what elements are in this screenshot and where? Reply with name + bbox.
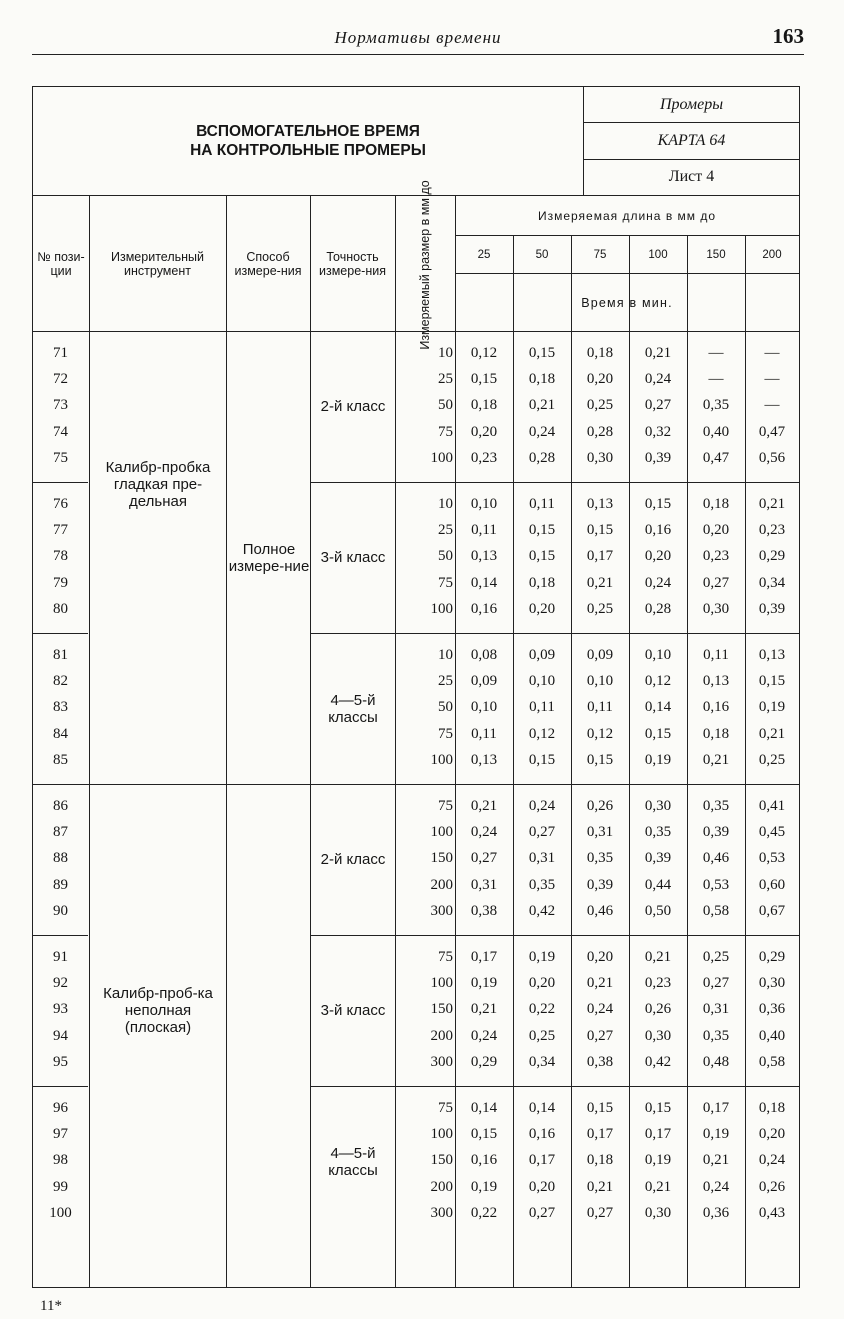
time-value: 0,29 — [758, 548, 786, 565]
time-value: 0,56 — [758, 449, 786, 466]
measured-size: 10 — [438, 345, 453, 361]
measured-size: 75 — [438, 1100, 453, 1116]
time-value: 0,27 — [586, 1027, 614, 1044]
column-header-size-text: Измеряемый размер в мм до — [418, 180, 432, 350]
time-value: 0,16 — [470, 600, 498, 617]
time-value: 0,14 — [644, 699, 672, 716]
time-value: 0,10 — [470, 496, 498, 512]
time-value: 0,21 — [528, 397, 556, 414]
measured-size: 100 — [430, 975, 453, 992]
measured-size: 75 — [438, 949, 453, 965]
time-value: 0,27 — [702, 574, 730, 591]
card-sheet: Лист 4 — [668, 168, 715, 185]
time-value: 0,11 — [471, 725, 497, 742]
time-value: 0,16 — [702, 699, 730, 716]
position-number: 90 — [53, 902, 68, 919]
card-number: КАРТА 64 — [584, 122, 799, 160]
time-value: 0,58 — [758, 1053, 786, 1070]
measured-size: 150 — [430, 1152, 453, 1169]
time-value: 0,15 — [644, 725, 672, 742]
time-value: 0,20 — [586, 949, 614, 965]
time-value: 0,36 — [702, 1204, 730, 1221]
length-header-cell: 150 — [706, 248, 726, 261]
time-value: 0,25 — [586, 600, 614, 617]
time-value: 0,20 — [586, 371, 614, 388]
time-value: 0,19 — [470, 975, 498, 992]
time-value: 0,41 — [758, 798, 786, 814]
time-value: — — [764, 371, 780, 388]
time-value: 0,29 — [758, 949, 786, 965]
position-number: 80 — [53, 600, 68, 617]
group-separator — [33, 482, 88, 483]
length-header-cell: 100 — [648, 248, 668, 261]
time-value: 0,42 — [528, 902, 556, 919]
time-value: 0,18 — [586, 1152, 614, 1169]
measured-size: 100 — [430, 600, 453, 617]
measured-size: 50 — [438, 699, 453, 716]
time-value: 0,27 — [702, 975, 730, 992]
position-number: 99 — [53, 1178, 68, 1195]
time-value: 0,16 — [470, 1152, 498, 1169]
time-value: 0,28 — [528, 449, 556, 466]
time-value: 0,24 — [470, 1027, 498, 1044]
time-value: 0,18 — [702, 496, 730, 512]
position-number: 72 — [53, 371, 68, 388]
time-value: 0,13 — [758, 647, 786, 663]
time-value: 0,24 — [586, 1001, 614, 1018]
measured-size: 200 — [430, 876, 453, 893]
time-value: 0,23 — [758, 522, 786, 539]
time-value: 0,36 — [758, 1001, 786, 1018]
time-value: 0,27 — [528, 824, 556, 841]
time-value: — — [764, 345, 780, 361]
time-value: 0,35 — [586, 850, 614, 867]
measured-size: 300 — [430, 1204, 453, 1221]
time-value: 0,30 — [586, 449, 614, 466]
time-value: 0,18 — [470, 397, 498, 414]
page-number: 163 — [772, 24, 804, 48]
time-value: 0,21 — [644, 345, 672, 361]
measured-size: 75 — [438, 725, 453, 742]
position-number: 93 — [53, 1001, 68, 1018]
time-value: 0,26 — [758, 1178, 786, 1195]
column-header-method: Способ измере-ния — [234, 250, 302, 278]
time-unit-header: Время в мин. — [581, 296, 673, 310]
position-number: 85 — [53, 751, 68, 768]
time-value: 0,23 — [470, 449, 498, 466]
time-value: 0,09 — [586, 647, 614, 663]
time-value: 0,12 — [586, 725, 614, 742]
accuracy-class: 4—5-й классы — [328, 691, 378, 726]
time-value: 0,28 — [586, 423, 614, 440]
time-value: 0,24 — [644, 574, 672, 591]
time-value: 0,25 — [702, 949, 730, 965]
measured-size: 10 — [438, 647, 453, 663]
length-header-cell: 75 — [593, 248, 607, 261]
time-value: 0,31 — [586, 824, 614, 841]
time-value: 0,15 — [644, 496, 672, 512]
time-value: 0,27 — [528, 1204, 556, 1221]
time-value: 0,19 — [758, 699, 786, 716]
time-value: 0,39 — [644, 449, 672, 466]
accuracy-class: 2-й класс — [320, 851, 386, 868]
time-value: 0,31 — [470, 876, 498, 893]
time-value: 0,39 — [758, 600, 786, 617]
time-value: 0,21 — [586, 975, 614, 992]
time-value: 0,20 — [702, 522, 730, 539]
accuracy-class: 2-й класс — [320, 398, 386, 415]
time-value: 0,34 — [528, 1053, 556, 1070]
time-value: 0,21 — [586, 1178, 614, 1195]
position-number: 89 — [53, 876, 68, 893]
length-header-cell: 200 — [762, 248, 782, 261]
group-separator — [33, 633, 88, 634]
group-separator — [33, 935, 88, 936]
time-value: 0,11 — [703, 647, 729, 663]
time-value: 0,27 — [470, 850, 498, 867]
position-number: 91 — [53, 949, 68, 965]
time-value: 0,19 — [470, 1178, 498, 1195]
time-value: 0,39 — [644, 850, 672, 867]
time-value: 0,26 — [644, 1001, 672, 1018]
instrument-name: Калибр-проб-ка неполная (плоская) — [103, 985, 213, 1036]
time-value: 0,20 — [528, 600, 556, 617]
column-header-size — [395, 180, 455, 350]
time-value: 0,20 — [528, 975, 556, 992]
position-number: 86 — [53, 798, 68, 814]
time-value: 0,25 — [528, 1027, 556, 1044]
position-number: 83 — [53, 699, 68, 716]
time-value: 0,35 — [702, 397, 730, 414]
time-value: 0,48 — [702, 1053, 730, 1070]
time-value: 0,20 — [470, 423, 498, 440]
length-header-cell: 50 — [535, 248, 549, 261]
time-value: 0,11 — [471, 522, 497, 539]
time-value: 0,27 — [644, 397, 672, 414]
time-value: 0,35 — [702, 798, 730, 814]
time-value: 0,17 — [586, 548, 614, 565]
measured-size: 100 — [430, 751, 453, 768]
time-value: 0,21 — [758, 725, 786, 742]
time-value: 0,38 — [586, 1053, 614, 1070]
time-value: 0,16 — [528, 1126, 556, 1143]
time-value: 0,60 — [758, 876, 786, 893]
measured-size: 200 — [430, 1178, 453, 1195]
accuracy-class: 4—5-й классы — [328, 1144, 378, 1179]
instrument-name: Калибр-пробка гладкая пре-дельная — [105, 459, 211, 511]
measured-size: 75 — [438, 423, 453, 440]
time-value: 0,58 — [702, 902, 730, 919]
time-value: 0,21 — [702, 751, 730, 768]
position-number: 74 — [53, 423, 68, 440]
position-number: 97 — [53, 1126, 68, 1143]
time-value: 0,09 — [470, 673, 498, 690]
time-value: 0,15 — [528, 548, 556, 565]
time-value: 0,24 — [644, 371, 672, 388]
time-value: 0,16 — [644, 522, 672, 539]
time-value: 0,17 — [702, 1100, 730, 1116]
time-value: 0,24 — [528, 798, 556, 814]
time-value: 0,21 — [470, 798, 498, 814]
time-value: 0,20 — [528, 1178, 556, 1195]
time-value: — — [708, 345, 724, 361]
position-number: 76 — [53, 496, 68, 512]
time-value: 0,21 — [470, 1001, 498, 1018]
time-value: 0,32 — [644, 423, 672, 440]
position-number: 98 — [53, 1152, 68, 1169]
position-number: 96 — [53, 1100, 68, 1116]
measured-size: 25 — [438, 371, 453, 388]
time-value: 0,30 — [758, 975, 786, 992]
position-number: 78 — [53, 548, 68, 565]
time-value: 0,10 — [470, 699, 498, 716]
time-value: 0,11 — [587, 699, 613, 716]
time-value: 0,18 — [758, 1100, 786, 1116]
measured-size: 100 — [430, 449, 453, 466]
time-value: 0,17 — [470, 949, 498, 965]
position-number: 82 — [53, 673, 68, 690]
time-value: 0,25 — [758, 751, 786, 768]
time-value: 0,15 — [586, 522, 614, 539]
time-value: 0,27 — [586, 1204, 614, 1221]
time-value: 0,19 — [702, 1126, 730, 1143]
position-number: 94 — [53, 1027, 68, 1044]
time-value: 0,53 — [758, 850, 786, 867]
time-value: 0,46 — [586, 902, 614, 919]
position-number: 81 — [53, 647, 68, 663]
time-value: 0,38 — [470, 902, 498, 919]
time-value: 0,39 — [586, 876, 614, 893]
measurement-method: Полное измере-ние — [228, 540, 310, 575]
time-value: 0,22 — [528, 1001, 556, 1018]
time-value: 0,15 — [586, 1100, 614, 1116]
time-value: 0,43 — [758, 1204, 786, 1221]
measured-size: 10 — [438, 496, 453, 512]
position-number: 77 — [53, 522, 68, 539]
running-header — [32, 24, 804, 55]
time-value: 0,24 — [758, 1152, 786, 1169]
measured-size: 200 — [430, 1027, 453, 1044]
measured-size: 300 — [430, 1053, 453, 1070]
measured-size: 75 — [438, 574, 453, 591]
time-value: 0,11 — [529, 699, 555, 716]
measured-size: 150 — [430, 850, 453, 867]
time-value: 0,24 — [528, 423, 556, 440]
time-value: 0,40 — [758, 1027, 786, 1044]
time-value: 0,18 — [528, 371, 556, 388]
time-value: 0,17 — [644, 1126, 672, 1143]
accuracy-class: 3-й класс — [320, 549, 386, 566]
column-header-accuracy: Точность измере-ния — [319, 250, 386, 278]
card-title — [33, 87, 584, 195]
time-value: 0,15 — [470, 371, 498, 388]
time-value: 0,39 — [702, 824, 730, 841]
card-category: Промеры — [584, 87, 799, 123]
time-value: 0,15 — [528, 345, 556, 361]
time-value: 0,19 — [644, 751, 672, 768]
time-value: 0,42 — [644, 1053, 672, 1070]
time-value: 0,34 — [758, 574, 786, 591]
time-value: 0,18 — [702, 725, 730, 742]
time-value: 0,30 — [702, 600, 730, 617]
column-header-instrument: Измерительный инструмент — [111, 250, 204, 278]
time-value: 0,13 — [702, 673, 730, 690]
group-separator — [33, 1086, 88, 1087]
time-value: 0,12 — [470, 345, 498, 361]
time-value: 0,10 — [644, 647, 672, 663]
time-value: 0,15 — [470, 1126, 498, 1143]
time-value: 0,14 — [470, 574, 498, 591]
time-value: 0,15 — [586, 751, 614, 768]
time-value: 0,21 — [586, 574, 614, 591]
time-value: 0,30 — [644, 1204, 672, 1221]
time-value: 0,35 — [528, 876, 556, 893]
time-value: 0,26 — [586, 798, 614, 814]
time-value: 0,15 — [644, 1100, 672, 1116]
position-number: 87 — [53, 824, 68, 841]
measured-size: 50 — [438, 548, 453, 565]
running-title: Нормативы времени — [334, 28, 502, 47]
position-number: 79 — [53, 574, 68, 591]
position-number: 73 — [53, 397, 68, 414]
time-value: 0,46 — [702, 850, 730, 867]
time-value: 0,21 — [758, 496, 786, 512]
time-value: — — [764, 397, 780, 414]
time-value: 0,28 — [644, 600, 672, 617]
time-value: 0,08 — [470, 647, 498, 663]
time-value: 0,21 — [644, 949, 672, 965]
measured-size: 100 — [430, 824, 453, 841]
position-number: 71 — [53, 345, 68, 361]
time-value: 0,50 — [644, 902, 672, 919]
time-value: 0,22 — [470, 1204, 498, 1221]
time-value: 0,19 — [528, 949, 556, 965]
card-info — [584, 87, 799, 195]
time-value: — — [708, 371, 724, 388]
time-value: 0,25 — [586, 397, 614, 414]
time-value: 0,11 — [529, 496, 555, 512]
measured-size: 75 — [438, 798, 453, 814]
time-value: 0,14 — [528, 1100, 556, 1116]
measured-size: 50 — [438, 397, 453, 414]
time-value: 0,24 — [470, 824, 498, 841]
time-value: 0,14 — [470, 1100, 498, 1116]
position-number: 92 — [53, 975, 68, 992]
time-value: 0,23 — [702, 548, 730, 565]
time-value: 0,23 — [644, 975, 672, 992]
time-value: 0,18 — [528, 574, 556, 591]
position-number: 88 — [53, 850, 68, 867]
time-value: 0,13 — [470, 548, 498, 565]
time-value: 0,10 — [528, 673, 556, 690]
time-value: 0,09 — [528, 647, 556, 663]
measured-size: 25 — [438, 522, 453, 539]
time-value: 0,47 — [702, 449, 730, 466]
time-value: 0,18 — [586, 345, 614, 361]
measured-size: 25 — [438, 673, 453, 690]
time-value: 0,21 — [644, 1178, 672, 1195]
time-value: 0,53 — [702, 876, 730, 893]
time-value: 0,45 — [758, 824, 786, 841]
time-value: 0,20 — [758, 1126, 786, 1143]
time-value: 0,17 — [528, 1152, 556, 1169]
time-value: 0,17 — [586, 1126, 614, 1143]
position-number: 84 — [53, 725, 68, 742]
position-number: 75 — [53, 449, 68, 466]
time-value: 0,30 — [644, 1027, 672, 1044]
length-group-header: Измеряемая длина в мм до — [537, 209, 717, 223]
time-norm-card — [32, 86, 800, 1288]
signature-mark: 11* — [40, 1298, 62, 1314]
time-value: 0,15 — [528, 751, 556, 768]
time-value: 0,12 — [644, 673, 672, 690]
time-value: 0,12 — [528, 725, 556, 742]
time-value: 0,31 — [702, 1001, 730, 1018]
time-value: 0,44 — [644, 876, 672, 893]
time-value: 0,19 — [644, 1152, 672, 1169]
time-value: 0,24 — [702, 1178, 730, 1195]
card-title-line-1: ВСПОМОГАТЕЛЬНОЕ ВРЕМЯ — [196, 123, 420, 140]
accuracy-class: 3-й класс — [320, 1002, 386, 1019]
time-value: 0,40 — [702, 423, 730, 440]
time-value: 0,35 — [644, 824, 672, 841]
position-number: 95 — [53, 1053, 68, 1070]
time-value: 0,15 — [758, 673, 786, 690]
time-value: 0,20 — [644, 548, 672, 565]
time-value: 0,15 — [528, 522, 556, 539]
time-value: 0,67 — [758, 902, 786, 919]
card-title-line-2: НА КОНТРОЛЬНЫЕ ПРОМЕРЫ — [190, 142, 426, 159]
length-header-cell: 25 — [477, 248, 491, 261]
position-number: 100 — [49, 1204, 72, 1221]
time-value: 0,10 — [586, 673, 614, 690]
time-value: 0,30 — [644, 798, 672, 814]
time-value: 0,29 — [470, 1053, 498, 1070]
time-value: 0,21 — [702, 1152, 730, 1169]
measured-size: 150 — [430, 1001, 453, 1018]
time-value: 0,31 — [528, 850, 556, 867]
measured-size: 300 — [430, 902, 453, 919]
measured-size: 100 — [430, 1126, 453, 1143]
column-header-position: № пози-ции — [37, 250, 85, 278]
time-value: 0,13 — [470, 751, 498, 768]
time-value: 0,35 — [702, 1027, 730, 1044]
time-value: 0,47 — [758, 423, 786, 440]
time-value: 0,13 — [586, 496, 614, 512]
